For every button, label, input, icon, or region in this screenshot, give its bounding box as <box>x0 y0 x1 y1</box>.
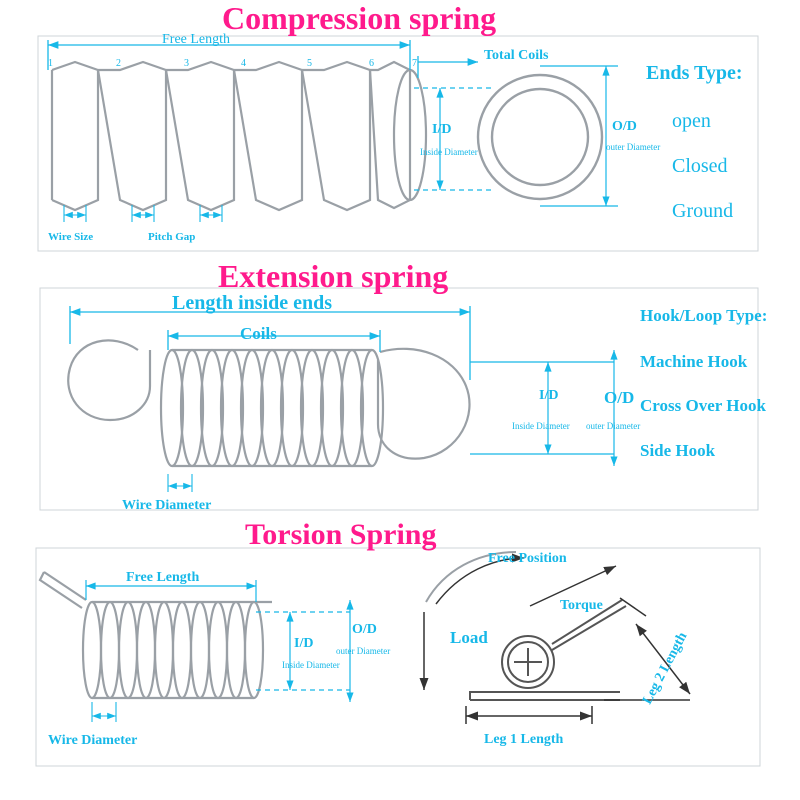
label-torsion-inside-diameter-abbr: I/D <box>294 636 314 651</box>
label-outer-diameter-full: outer Diameter <box>606 142 661 152</box>
compression-diameter-circle <box>478 75 602 199</box>
label-hook-type-heading: Hook/Loop Type: <box>640 306 768 325</box>
coil-number-5: 5 <box>307 58 312 69</box>
torsion-title: Torsion Spring <box>245 518 437 551</box>
label-inside-diameter-full: Inside Diameter <box>420 147 478 157</box>
label-leg2-length: Leg 2 Length <box>640 629 691 708</box>
coil-number-3: 3 <box>184 58 189 69</box>
extension-inside-diameter-dimension <box>470 362 614 454</box>
label-torsion-outer-diameter-full: outer Diameter <box>336 646 391 656</box>
hook-type-machine: Machine Hook <box>640 352 748 371</box>
label-wire-size: Wire Size <box>48 231 94 243</box>
label-extension-outer-diameter-full: outer Diameter <box>586 421 641 431</box>
label-free-length: Free Length <box>162 32 231 47</box>
compression-spring-body <box>52 62 410 210</box>
label-torque: Torque <box>560 598 603 613</box>
label-torsion-wire-diameter: Wire Diameter <box>48 733 138 748</box>
label-extension-outer-diameter-abbr: O/D <box>604 388 635 407</box>
ends-type-ground: Ground <box>672 200 734 222</box>
hook-type-side: Side Hook <box>640 441 716 460</box>
label-extension-inside-diameter-full: Inside Diameter <box>512 421 570 431</box>
coil-number-4: 4 <box>241 58 246 69</box>
extension-coil-body <box>161 350 383 466</box>
hook-type-cross-over: Cross Over Hook <box>640 396 766 415</box>
coil-number-6: 6 <box>369 58 374 69</box>
label-ends-type-heading: Ends Type: <box>646 62 743 84</box>
label-extension-wire-diameter: Wire Diameter <box>122 498 212 513</box>
compression-title: Compression spring <box>222 0 497 36</box>
torsion-wire-diameter-dimension <box>92 702 116 722</box>
label-torsion-outer-diameter-abbr: O/D <box>352 622 377 637</box>
coil-number-1: 1 <box>48 58 53 69</box>
label-total-coils: Total Coils <box>484 48 549 63</box>
label-coils: Coils <box>240 324 277 343</box>
label-pitch-gap: Pitch Gap <box>148 231 196 243</box>
ends-type-open: open <box>672 110 711 132</box>
label-inside-diameter-abbr: I/D <box>432 122 452 137</box>
total-coils-dimension <box>418 56 478 78</box>
coil-number-7: 7 <box>412 58 417 69</box>
label-length-inside-ends: Length inside ends <box>172 292 333 314</box>
torsion-action-figure <box>426 552 626 700</box>
label-leg1-length: Leg 1 Length <box>484 732 564 747</box>
extension-wire-diameter-dimension <box>168 474 192 492</box>
label-torsion-inside-diameter-full: Inside Diameter <box>282 660 340 670</box>
label-free-position: Free Position <box>488 551 567 566</box>
label-load: Load <box>450 628 488 647</box>
ends-type-closed: Closed <box>672 155 728 177</box>
label-outer-diameter-abbr: O/D <box>612 119 637 134</box>
coil-number-2: 2 <box>116 58 121 69</box>
extension-title: Extension spring <box>218 258 449 294</box>
torsion-spring-body <box>40 572 272 698</box>
pitch-gap-dimension <box>132 205 222 222</box>
extension-right-hook <box>378 349 470 459</box>
label-torsion-free-length: Free Length <box>126 570 200 585</box>
extension-left-hook <box>68 340 150 420</box>
label-extension-inside-diameter-abbr: I/D <box>539 388 559 403</box>
